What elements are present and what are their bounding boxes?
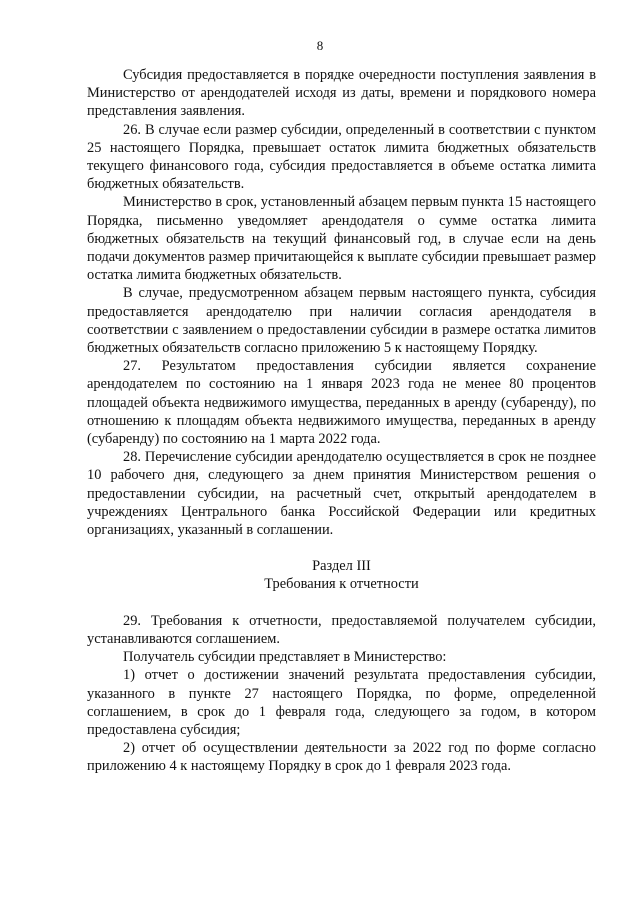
section-number: Раздел III bbox=[312, 558, 371, 575]
section-heading bbox=[87, 557, 596, 593]
section-title: Требования к отчетности bbox=[264, 576, 419, 593]
page-number: 8 bbox=[316, 38, 324, 53]
paragraph: 26. В случае если размер субсидии, определенный в соответствии с пунктом 25 настоящего Порядка, превышает остаток лимита бюджетных обязательств текущего финансового года, субсидия предоставляется в объеме остатка лимита бюджетных обязательств. bbox=[87, 121, 596, 193]
paragraph: 27. Результатом предоставления субсидии является сохранение арендодателем по состоянию на 1 января 2023 года не менее 80 процентов площадей объекта недвижимого имущества, переданных в аренду (субаренду), по отношению к площадям объекта недвижимого имущества, переданных в аренду (субаренду) по состоянию на 1 марта 2022 года. bbox=[87, 358, 596, 448]
paragraph: 2) отчет об осуществлении деятельности за 2022 год по форме согласно приложению 4 к настоящему Порядку в срок до 1 февраля 2023 года. bbox=[87, 740, 596, 775]
paragraph: В случае, предусмотренном абзацем первым настоящего пункта, субсидия предоставляется арендодателю при наличии согласия арендодателя в соответствии с заявлением о предоставлении субсидии в размере остатка лимитов бюджетных обязательств согласно приложению 5 к настоящему Порядку. bbox=[87, 285, 596, 357]
paragraph: 1) отчет о достижении значений результата предоставления субсидии, указанного в пункте 27 настоящего Порядка, по форме, определенной соглашением, в срок до 1 февраля года, следующего за годом, в котором предоставлена субсидия; bbox=[87, 667, 596, 738]
paragraph: Субсидия предоставляется в порядке очередности поступления заявления в Министерство от арендодателей исходя из даты, времени и порядкового номера представления заявления. bbox=[87, 67, 596, 120]
paragraph: 29. Требования к отчетности, предоставляемой получателем субсидии, устанавливаются соглашением. bbox=[87, 612, 596, 647]
paragraph: Министерство в срок, установленный абзацем первым пункта 15 настоящего Порядка, письменно уведомляет арендодателя о сумме остатка лимита бюджетных обязательств на текущий финансовый год, в случае если на день подачи документов размер причитающейся к выплате субсидии превышает размер остатка лимита бюджетных обязательств. bbox=[87, 194, 596, 284]
document-body bbox=[87, 66, 596, 776]
paragraph: Получатель субсидии представляет в Министерство: bbox=[123, 649, 447, 666]
paragraph: 28. Перечисление субсидии арендодателю осуществляется в срок не позднее 10 рабочего дня, следующего за днем принятия Министерством решения о предоставлении субсидии, на расчетный счет, открытый арендодателем в учреждениях Центрального банка Российской Федерации или кредитных организациях, указанный в соглашении. bbox=[87, 449, 596, 539]
